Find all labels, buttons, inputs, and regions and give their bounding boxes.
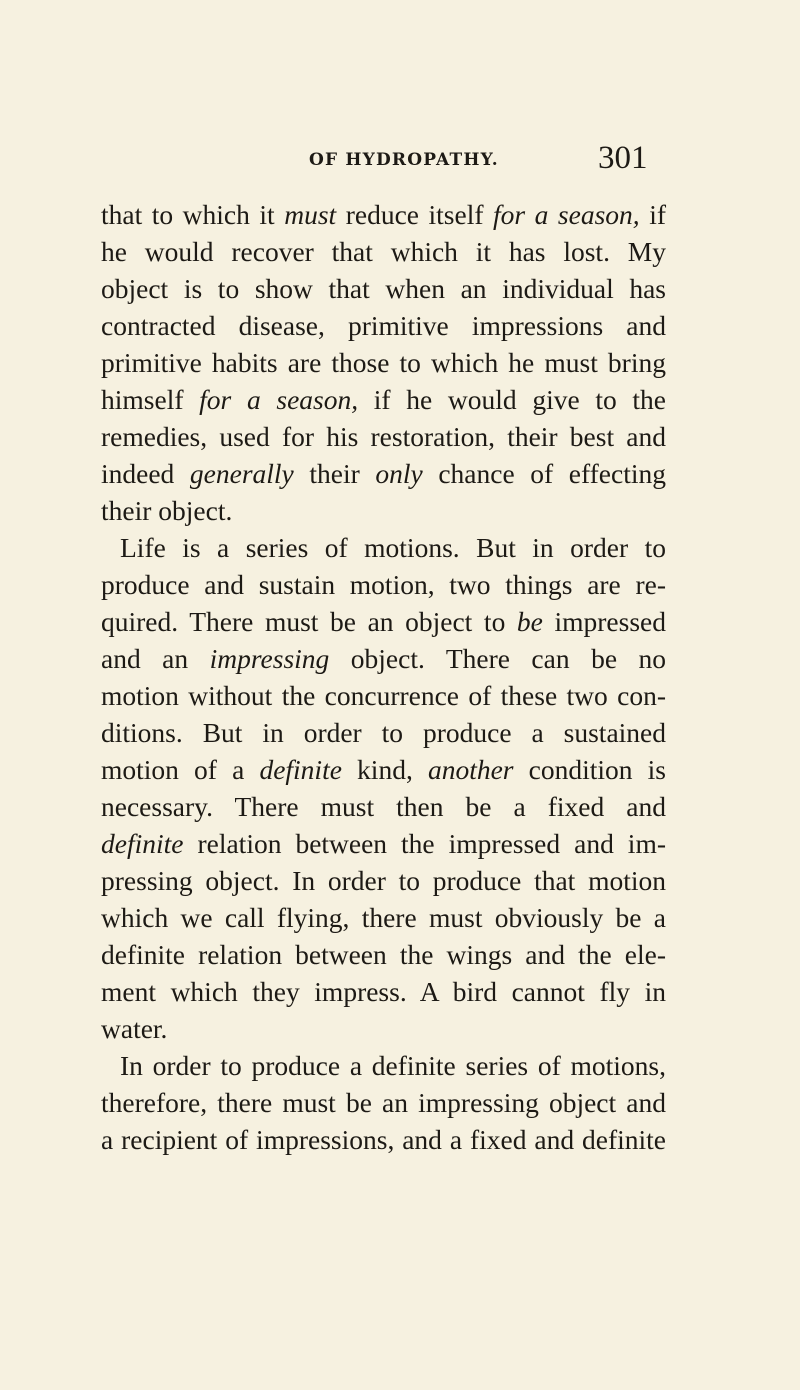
text-line xyxy=(101,1010,666,1047)
italic-text: another xyxy=(427,754,514,785)
text-line xyxy=(101,640,666,677)
italic-text: be xyxy=(516,606,543,637)
text-run: himself xyxy=(101,384,200,415)
italic-text: definite xyxy=(101,828,184,859)
italic-text: only xyxy=(375,458,423,489)
text-run: he would recover that which it has lost. My xyxy=(101,236,666,267)
text-run: their xyxy=(293,458,376,489)
text-line xyxy=(101,455,666,492)
text-run: In order to produce a definite series of motions, xyxy=(120,1050,666,1081)
page-number: 301 xyxy=(598,140,648,176)
text-line xyxy=(101,973,666,1010)
text-line xyxy=(101,270,666,307)
running-title: OF HYDROPATHY. xyxy=(309,150,499,170)
text-line xyxy=(101,714,666,751)
text-run: which we call flying, there must obviously be a xyxy=(101,902,666,933)
text-run: condition is xyxy=(513,754,666,785)
text-run: their object. xyxy=(101,495,233,526)
text-run: if xyxy=(639,199,666,230)
running-head xyxy=(0,140,800,186)
italic-text: impressing xyxy=(209,643,330,674)
text-run: produce and sustain motion, two things are re- xyxy=(101,569,666,600)
text-run: motion without the concurrence of these two con- xyxy=(101,680,666,711)
text-line xyxy=(101,1047,666,1084)
text-line xyxy=(101,307,666,344)
text-run: contracted disease, primitive impressions and xyxy=(101,310,666,341)
text-run: reduce itself xyxy=(336,199,494,230)
italic-text: for a season, xyxy=(493,199,640,230)
text-run: remedies, used for his restoration, their best and xyxy=(101,421,666,452)
text-run: necessary. There must then be a fixed and xyxy=(101,791,666,822)
text-line xyxy=(101,936,666,973)
text-run: if he would give to the xyxy=(358,384,666,415)
text-run: and an xyxy=(101,643,210,674)
text-run: water. xyxy=(101,1013,168,1044)
text-line xyxy=(101,1121,666,1158)
text-run: therefore, there must be an impressing object and xyxy=(101,1087,666,1118)
text-line xyxy=(101,196,666,233)
text-run: that to which it xyxy=(101,199,285,230)
text-run: definite relation between the wings and the ele- xyxy=(101,939,666,970)
text-line xyxy=(101,862,666,899)
text-run: quired. There must be an object to xyxy=(101,606,517,637)
italic-text: for a season, xyxy=(199,384,359,415)
text-run: motion of a xyxy=(101,754,260,785)
text-line xyxy=(101,825,666,862)
text-line xyxy=(101,344,666,381)
text-run: object is to show that when an individual has xyxy=(101,273,666,304)
text-run: kind, xyxy=(341,754,428,785)
text-run: relation between the impressed and im- xyxy=(183,828,666,859)
text-line xyxy=(101,233,666,270)
text-run: a recipient of impressions, and a fixed and definite xyxy=(101,1124,666,1155)
text-run: Life is a series of motions. But in order to xyxy=(120,532,666,563)
text-line xyxy=(101,788,666,825)
text-line xyxy=(101,677,666,714)
text-line xyxy=(101,751,666,788)
text-run: pressing object. In order to produce that motion xyxy=(101,865,666,896)
text-run: object. There can be no xyxy=(329,643,666,674)
text-line xyxy=(101,529,666,566)
text-line xyxy=(101,899,666,936)
text-run: ment which they impress. A bird cannot fly in xyxy=(101,976,666,1007)
text-line xyxy=(101,418,666,455)
text-run: indeed xyxy=(101,458,190,489)
body-text xyxy=(101,196,666,1158)
text-run: primitive habits are those to which he must bring xyxy=(101,347,666,378)
text-line xyxy=(101,1084,666,1121)
text-line xyxy=(101,566,666,603)
italic-text: generally xyxy=(189,458,294,489)
text-line xyxy=(101,492,666,529)
text-line xyxy=(101,381,666,418)
text-run: impressed xyxy=(542,606,666,637)
italic-text: must xyxy=(284,199,337,230)
text-line xyxy=(101,603,666,640)
italic-text: definite xyxy=(259,754,342,785)
text-run: ditions. But in order to produce a sustained xyxy=(101,717,666,748)
text-run: chance of effecting xyxy=(422,458,666,489)
